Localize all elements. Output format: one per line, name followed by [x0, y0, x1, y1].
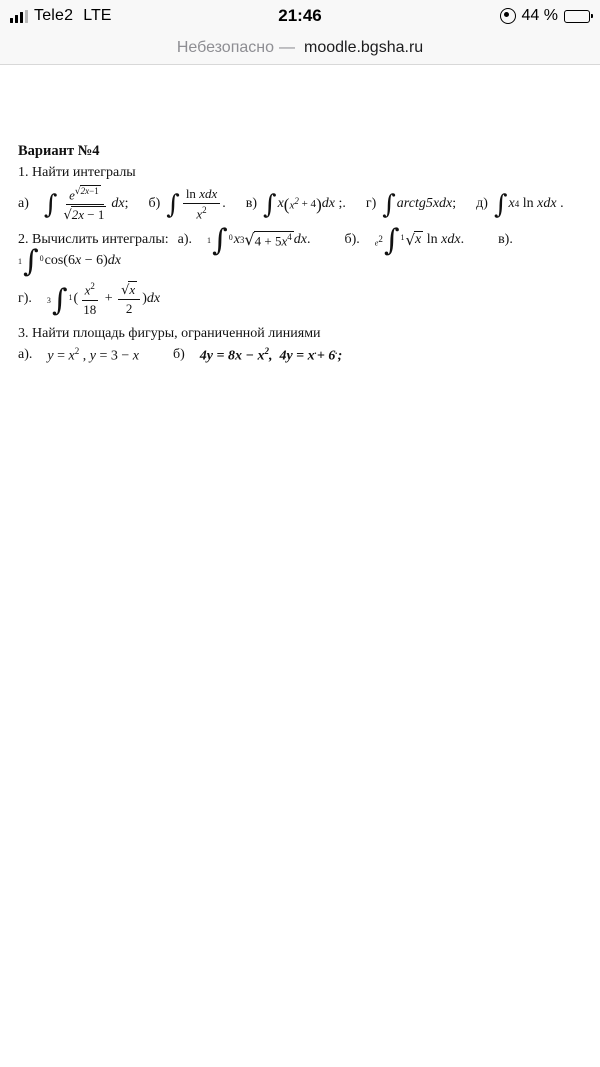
clock-label: 21:46 [278, 6, 322, 25]
status-bar-right [500, 7, 590, 25]
task2-item-a-label: а). [177, 231, 193, 247]
task2-item-b-expression: $e^2$ ∫ 1 √ x ln xdx . [374, 223, 465, 259]
task1-item-a-expression: ∫ $\frac{e^{√2x-1}}{√2x - 1}$ dx ; [43, 186, 129, 224]
task1-item-b-expression: ∫ $\frac{\text{ln xdx}}{x^2}$ . [166, 186, 226, 222]
task3-heading: 3. Найти площадь фигуры, ограниченной линиями [18, 325, 321, 341]
task1-item-d-label: д) [476, 196, 488, 212]
task3-item-b-expression: $4y = 8x - x^2$, 4y = x.+ 6.; [199, 345, 343, 364]
task2-item-a-expression: 1 ∫ 0 x 3 √ $4 + 5x^4$ dx . [207, 223, 311, 259]
task2-item-g-label: г). [18, 291, 32, 307]
variant-title: Вариант №4 [18, 143, 100, 159]
web-page-content [0, 65, 600, 1067]
battery-percent-label: 44 % [521, 7, 558, 24]
status-bar-left [10, 7, 111, 25]
task1-item-g-expression: ∫ arctg 5xdx ; [382, 190, 457, 221]
task2-item-v-expression: 1 ∫ 0 cos(6 x − 6) dx [18, 244, 121, 280]
task2-item-g-expression: 3 ∫ 1 ( $\frac{x^2}{18}$ + $\frac{√x}{2}$ ) dx [46, 281, 161, 318]
task1-item-b-label: б) [148, 196, 161, 212]
task2-row [18, 223, 582, 280]
network-type-label: LTE [83, 7, 112, 24]
task2-item-g-row [18, 281, 582, 317]
task3-item-a-expression: $y = x^2$ , y = 3 − x [47, 345, 139, 364]
security-status-label: Небезопасно [176, 39, 274, 56]
task2-item-b-label: б). [344, 231, 360, 247]
assignment-document [0, 65, 600, 364]
task1-item-g-label: г) [365, 196, 377, 212]
browser-address-bar[interactable] [0, 32, 600, 65]
battery-icon [564, 10, 590, 23]
task1-heading: 1. Найти интегралы [18, 165, 136, 180]
task1-item-v-expression: ∫ x ( $x^2$ + 4 ) dx ;. [263, 190, 346, 221]
address-separator: — [278, 39, 295, 56]
carrier-label: Tele2 [34, 7, 74, 24]
task3-row [18, 346, 582, 365]
task1-item-d-expression: ∫ x 4 ln xdx . [493, 190, 564, 221]
task3-item-a-label: а). [18, 346, 33, 362]
task2-heading: 2. Вычислить интегралы: [18, 231, 169, 247]
cellular-signal-icon [10, 10, 28, 23]
task1-item-v-label: в) [245, 196, 258, 212]
page-host-label: moodle.bgsha.ru [303, 39, 424, 56]
task1-item-a-label: а) [18, 196, 29, 212]
task2-item-v-label: в). [498, 231, 513, 247]
task1-formula-row [18, 185, 582, 223]
task3-item-b-label: б) [172, 346, 185, 362]
ios-status-bar [0, 0, 600, 32]
location-services-icon [500, 8, 516, 24]
